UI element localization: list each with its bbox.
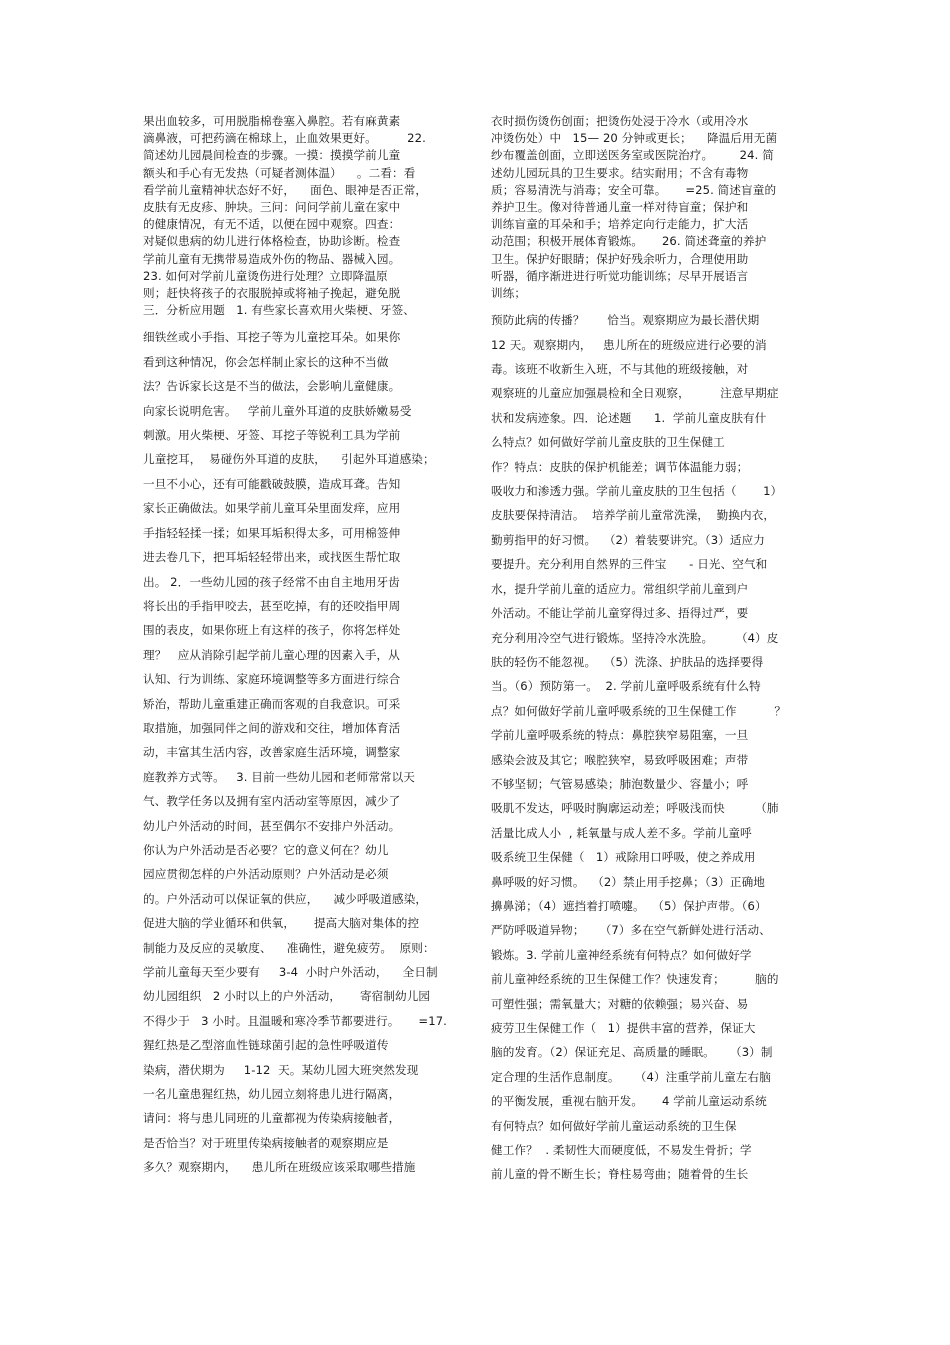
text-line: 作？特点：皮肤的保护机能差；调节体温能力弱； <box>491 459 749 474</box>
text-line: 刺激。用火柴梗、牙签、耳挖子等锐利工具为学前 <box>143 428 401 443</box>
text-line: 一旦不小心，还有可能戳破鼓膜，造成耳聋。告知 <box>143 476 401 491</box>
text-line: 果出血较多，可用脱脂棉卷塞入鼻腔。若有麻黄素 <box>143 114 401 128</box>
text-line: 围的表皮，如果你班上有这样的孩子，你将怎样处 <box>143 623 401 638</box>
text-line: 不够坚韧；气管易感染；肺泡数量少、容量小；呼 <box>491 776 749 791</box>
text-line: 状和发病迹象。四．论述题 1. 学前儿童皮肤有什 <box>491 410 767 425</box>
text-line: 是否恰当？对于班里传染病接触者的观察期应是 <box>143 1135 389 1150</box>
text-line: 养护卫生。像对待普通儿童一样对待盲童；保护和 <box>491 200 749 215</box>
text-line: 将长出的手指甲咬去，甚至吃掉，有的还咬指甲周 <box>143 598 401 613</box>
text-line: 学前儿童每天至少要有 3-4 小时户外活动， 全日制 <box>143 965 438 979</box>
text-line: 则；赶快将孩子的衣服脱掉或将袖子挽起，避免脱 <box>143 286 401 301</box>
text-line: 看到这种情况，你会怎样制止家长的这种不当做 <box>143 354 389 369</box>
text-line: 衣时损伤烫伤创面；把烫伤处浸于冷水（或用冷水 <box>491 114 749 128</box>
text-line: 理？ 应从消除引起学前儿童心理的因素入手，从 <box>143 647 400 662</box>
text-line: 吸收力和渗透力强。学前儿童皮肤的卫生包括（ 1） <box>491 484 783 499</box>
text-line: 要提升。充分利用自然界的三件宝 - 日光、空气和 <box>491 557 768 572</box>
left-dense-block <box>143 113 463 319</box>
text-line: 定合理的生活作息制度。 （4）注重学前儿童左右脑 <box>491 1069 771 1084</box>
text-line: 纱布覆盖创面，立即送医务室或医院治疗。 24. 简 <box>491 148 774 163</box>
text-line: 看学前儿童精神状态好不好， 面色、眼神是否正常， <box>143 182 428 197</box>
text-line: 吸肌不发达，呼吸时胸廓运动差；呼吸浅而快 （肺 <box>491 801 779 816</box>
text-line: 三．分析应用题 1. 有些家长喜欢用火柴梗、牙签、 <box>143 303 415 318</box>
text-line: 你认为户外活动是否必要？它的意义何在？幼儿 <box>143 842 389 857</box>
right-dense-block <box>491 113 811 302</box>
text-line: 充分利用冷空气进行锻炼。坚持冷水洗脸。 （4）皮 <box>491 630 779 645</box>
text-line: 的健康情况，有无不适，以便在园中观察。四查： <box>143 217 401 232</box>
text-line: 卫生。保护好眼睛；保护好残余听力，合理使用助 <box>491 251 749 266</box>
text-line: 有何特点？如何做好学前儿童运动系统的卫生保 <box>491 1118 737 1133</box>
text-line: 擤鼻涕；（4）遮挡着打喷嚏。 （5）保护声带。（6） <box>491 898 767 913</box>
text-line: 质；容易清洗与消毒；安全可靠。 =25. 简述盲童的 <box>491 182 777 197</box>
text-line: 幼儿户外活动的时间，甚至偶尔不安排户外活动。 <box>143 818 401 833</box>
text-line: 12 天。观察期内， 患儿所在的班级应进行必要的消 <box>491 337 767 352</box>
text-line: 额头和手心有无发热（可疑者测体温） 。二看：看 <box>143 165 416 180</box>
text-line: 锻炼。3. 学前儿童神经系统有何特点？如何做好学 <box>491 947 752 962</box>
text-line: 可塑性强；需氧量大；对糖的依赖强；易兴奋、易 <box>491 996 749 1011</box>
text-line: 庭教养方式等。 3. 目前一些幼儿园和老师常常以天 <box>143 769 415 784</box>
text-line: 吸系统卫生保健（ 1）戒除用口呼吸，使之养成用 <box>491 850 756 865</box>
text-line: 观察班的儿童应加强晨检和全日观察， 注意早期症 <box>491 386 779 401</box>
text-line: 对疑似患病的幼儿进行体格检查，协助诊断。检查 <box>143 234 401 249</box>
right-column <box>491 113 811 1187</box>
text-line: 进去卷几下，把耳垢轻轻带出来，或找医生帮忙取 <box>143 550 401 565</box>
text-line: 简述幼儿园晨间检查的步骤。一摸：摸摸学前儿童 <box>143 148 401 163</box>
text-line: 向家长说明危害。 学前儿童外耳道的皮肤娇嫩易受 <box>143 403 412 418</box>
text-line: 不得少于 3 小时。且温暖和寒冷季节都要进行。 =17. <box>143 1013 447 1028</box>
text-line: 幼儿园组织 2 小时以上的户外活动， 寄宿制幼儿园 <box>143 989 431 1004</box>
text-line: 前儿童神经系统的卫生保健工作？快速发育； 脑的 <box>491 972 779 987</box>
text-line: 的平衡发展，重视右脑开发。 4 学前儿童运动系统 <box>491 1094 767 1109</box>
text-line: 疲劳卫生保健工作（ 1）提供丰富的营养，保证大 <box>491 1021 756 1036</box>
text-line: 严防呼吸道异物； （7）多在空气新鲜处进行活动、 <box>491 923 771 938</box>
text-line: 皮肤有无皮疹、肿块。三问：问问学前儿童在家中 <box>143 200 401 215</box>
text-line: 么特点？如何做好学前儿童皮肤的卫生保健工 <box>491 435 725 450</box>
text-line: 脑的发育。（2）保证充足、高质量的睡眠。 （3）制 <box>491 1045 773 1060</box>
text-line: 健工作？ . 柔韧性大而硬度低，不易发生骨折；学 <box>491 1143 752 1158</box>
text-line: 述幼儿园玩具的卫生要求。结实耐用；不含有毒物 <box>491 165 749 180</box>
text-line: 预防此病的传播？ 恰当。观察期应为最长潜伏期 <box>491 313 760 328</box>
text-line: 法？告诉家长这是不当的做法，会影响儿童健康。 <box>143 379 401 394</box>
text-line: 矫治，帮助儿童重建正确而客观的自我意识。可采 <box>143 696 401 711</box>
text-line: 肤的轻伤不能忽视。 （5）洗涤、护肤品的选择要得 <box>491 654 764 669</box>
text-line: 感染会波及其它；喉腔狭窄，易致呼吸困难；声带 <box>491 752 749 767</box>
text-line: 请问：将与患儿同班的儿童都视为传染病接触者， <box>143 1111 401 1126</box>
text-line: 滴鼻液，可把药滴在棉球上，止血效果更好。 22. <box>143 131 426 146</box>
text-line: 制能力及反应的灵敏度、 准确性，避免疲劳。 原则： <box>143 940 435 955</box>
text-line: 细铁丝或小手指、耳挖子等为儿童挖耳朵。如果你 <box>143 330 401 345</box>
text-line: 园应贯彻怎样的户外活动原则？户外活动是必须 <box>143 867 389 882</box>
text-line: 促进大脑的学业循环和供氧， 提高大脑对集体的控 <box>143 916 420 931</box>
left-column <box>143 113 463 1180</box>
text-line: 出。 2．一些幼儿园的孩子经常不由自主地用牙齿 <box>143 574 400 589</box>
text-line: 气、教学任务以及拥有室内活动室等原因，减少了 <box>143 794 401 809</box>
text-line: 手指轻轻揉一揉；如果耳垢积得太多，可用棉签伸 <box>143 525 401 540</box>
text-line: 皮肤要保持清洁。 培养学前儿童常洗澡， 勤换内衣， <box>491 508 776 523</box>
text-line: 训练； <box>491 286 527 301</box>
text-line: 水，提升学前儿童的适应力。常组织学前儿童到户 <box>491 581 749 596</box>
text-line: 当。（6）预防第一。 2. 学前儿童呼吸系统有什么特 <box>491 679 761 694</box>
text-line: 猩红热是乙型溶血性链球菌引起的急性呼吸道传 <box>143 1038 389 1053</box>
text-line: 学前儿童呼吸系统的特点：鼻腔狭窄易阻塞，一旦 <box>491 728 749 743</box>
text-line: 训练盲童的耳朵和手；培养定向行走能力，扩大活 <box>491 217 749 232</box>
text-line: 家长正确做法。如果学前儿童耳朵里面发痒，应用 <box>143 501 401 516</box>
text-line: 儿童挖耳， 易碰伤外耳道的皮肤， 引起外耳道感染； <box>143 452 435 467</box>
text-line: 学前儿童有无携带易造成外伤的物品、器械入园。 <box>143 251 401 266</box>
text-line: 毒。该班不收新生入班，不与其他的班级接触，对 <box>491 362 749 377</box>
text-line: 前儿童的骨不断生长；脊柱易弯曲；随着骨的生长 <box>491 1167 749 1182</box>
text-line: 活量比成人小 , 耗氧量与成人差不多。学前儿童呼 <box>491 825 752 840</box>
text-line: 鼻呼吸的好习惯。 （2）禁止用手挖鼻；（3）正确地 <box>491 874 765 889</box>
text-line: 动范围；积极开展体育锻炼。 26. 简述聋童的养护 <box>491 234 767 249</box>
text-line: 多久？观察期内， 患儿所在班级应该采取哪些措施 <box>143 1160 416 1175</box>
text-line: 23. 如何对学前儿童烫伤进行处理？立即降温原 <box>143 268 388 283</box>
text-line: 动，丰富其生活内容，改善家庭生活环境，调整家 <box>143 745 401 760</box>
text-line: 听器，循序渐进进行听觉功能训练；尽早开展语言 <box>491 268 749 283</box>
right-loose-block <box>491 308 811 1187</box>
text-line: 外活动。不能让学前儿童穿得过多、捂得过严，要 <box>491 606 749 621</box>
text-line: 点？如何做好学前儿童呼吸系统的卫生保健工作 ？ <box>491 703 787 718</box>
text-line: 取措施，加强同伴之间的游戏和交往，增加体育活 <box>143 720 401 735</box>
text-line: 认知、行为训练、家庭环境调整等多方面进行综合 <box>143 672 401 687</box>
text-line: 冲烫伤处）中 15— 20 分钟或更长； 降温后用无菌 <box>491 131 778 146</box>
text-line: 的。户外活动可以保证氧的供应， 减少呼吸道感染， <box>143 891 428 906</box>
text-line: 一名儿童患猩红热，幼儿园立刻将患儿进行隔离， <box>143 1087 401 1102</box>
text-line: 染病，潜伏期为 1-12 天。某幼儿园大班突然发现 <box>143 1062 419 1077</box>
left-loose-block <box>143 325 463 1179</box>
text-line: 勤剪指甲的好习惯。 （2）着装要讲究。（3）适应力 <box>491 532 765 547</box>
